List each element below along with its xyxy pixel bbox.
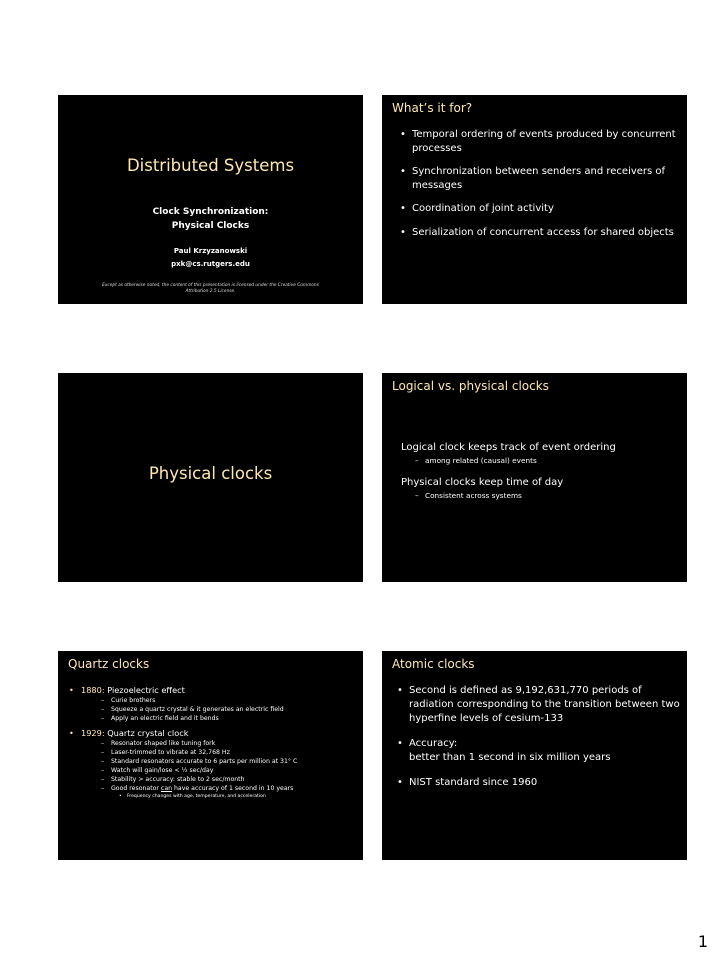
sub-item: [81, 714, 359, 723]
dash-icon: –: [101, 758, 105, 765]
sub-text: Good resonator: [111, 785, 161, 792]
sub-item: [81, 748, 359, 757]
sub-item: [81, 784, 359, 793]
bullet-icon: •: [69, 685, 74, 695]
presentation-subtitle: [58, 205, 363, 233]
author-name: Paul Krzyzanowski: [173, 247, 248, 255]
sub-item: [81, 696, 359, 705]
subtitle-line-1: Clock Synchronization:: [152, 207, 269, 217]
author-email: pxk@cs.rutgers.edu: [171, 260, 250, 268]
sub-sub-text: Frequency changes with age, temperature, and acceleration: [127, 794, 266, 799]
dash-icon: –: [101, 767, 105, 774]
page-number: 1: [697, 932, 708, 951]
sub-text: Resonator shaped like tuning fork: [111, 740, 216, 747]
sub-text: Laser-trimmed to vibrate at 32,768 Hz: [111, 749, 230, 756]
section-title: Physical clocks: [148, 464, 273, 483]
slide-quartz-clocks: [58, 651, 363, 860]
bullet-item: [393, 737, 683, 765]
physical-clock-subitem: [401, 490, 681, 502]
slide-physical-clocks: [58, 373, 363, 582]
sub-text: Apply an electric field and it bends: [111, 715, 219, 722]
sub-list: [81, 696, 359, 723]
bullet-icon: •: [400, 203, 406, 214]
sub-text: Stability > accuracy: stable to 2 sec/month: [111, 776, 245, 783]
bullet-list: [396, 128, 681, 249]
license-line-1: Except as otherwise noted, the content of this presentation is licensed under the Creative Commons: [102, 283, 319, 288]
bullet-list: [393, 684, 683, 801]
bullet-icon: •: [397, 685, 403, 696]
logical-clock-subitem: [401, 455, 681, 467]
sub-text: Standard resonators accurate to 6 parts per million at 31° C: [111, 758, 298, 765]
bullet-text: Serialization of concurrent access for shared objects: [412, 226, 674, 238]
slide-logical-vs-physical: [382, 373, 687, 582]
author-block: [58, 245, 363, 271]
subitem-text: among related (causal) events: [425, 456, 537, 465]
year-label: 1880:: [81, 685, 105, 695]
sub-item: [81, 766, 359, 775]
slide-heading: Atomic clocks: [392, 657, 475, 671]
dash-icon: –: [101, 776, 105, 783]
underlined-word: can: [160, 785, 173, 792]
dash-icon: –: [415, 491, 419, 500]
year-label: 1929:: [81, 728, 105, 738]
dash-icon: –: [101, 706, 105, 713]
bullet-item: [396, 226, 681, 240]
bullet-text-line-1: Accuracy:: [409, 738, 458, 749]
bullet-item: [396, 165, 681, 192]
dash-icon: –: [101, 785, 105, 792]
physical-clock-item: Physical clocks keep time of day: [401, 477, 564, 488]
bullet-item: [393, 776, 683, 790]
subtitle-line-2: Physical Clocks: [171, 221, 250, 231]
slide-title: [58, 95, 363, 304]
sub-item: [81, 705, 359, 714]
bullet-icon: •: [397, 738, 403, 749]
sub-list: [81, 739, 359, 793]
bullet-list: [65, 684, 359, 805]
bullet-text: Second is defined as 9,192,631,770 periods of radiation corresponding to the transition between two hyperfine levels of cesium-133: [409, 685, 680, 724]
license-note: [66, 283, 355, 295]
bullet-text-line-2: better than 1 second in six million years: [409, 752, 611, 763]
slide-heading: What’s it for?: [392, 101, 473, 115]
bullet-item: [396, 128, 681, 155]
subitem-text: Consistent across systems: [425, 491, 522, 500]
dash-icon: –: [415, 456, 419, 465]
bullet-text: NIST standard since 1960: [409, 777, 538, 788]
slide-whats-it-for: [382, 95, 687, 304]
sub-text: Squeeze a quartz crystal & it generates an electric field: [111, 706, 284, 713]
slide-heading: Quartz clocks: [68, 657, 150, 671]
bullet-icon: •: [400, 166, 406, 177]
bullet-item: [396, 202, 681, 216]
dash-icon: –: [101, 697, 105, 704]
bullet-text: Quartz crystal clock: [104, 728, 189, 738]
dash-icon: –: [101, 715, 105, 722]
sub-text: Watch will gain/lose < ½ sec/day: [111, 767, 214, 774]
sub-item: [81, 775, 359, 784]
bullet-text: Coordination of joint activity: [412, 203, 554, 214]
bullet-item: [65, 727, 359, 801]
sub-text: Curie brothers: [111, 697, 156, 704]
license-line-2: Attribution 2.5 License.: [185, 289, 236, 294]
sub-sub-list: [81, 793, 359, 801]
bullet-icon: •: [119, 794, 122, 799]
dash-icon: –: [101, 740, 105, 747]
bullet-text: Synchronization between senders and receivers of messages: [412, 166, 666, 191]
bullet-item: [393, 684, 683, 726]
bullet-icon: •: [397, 777, 403, 788]
bullet-icon: •: [400, 226, 406, 238]
sub-item: [81, 757, 359, 766]
sub-sub-item: [81, 793, 359, 801]
bullet-icon: •: [400, 129, 406, 140]
logical-clock-item: Logical clock keeps track of event ordering: [401, 442, 616, 453]
bullet-icon: •: [69, 728, 74, 738]
bullet-text: Piezoelectric effect: [104, 685, 185, 695]
bullet-item: [65, 684, 359, 723]
presentation-title: Distributed Systems: [126, 156, 295, 175]
bullet-text: Temporal ordering of events produced by concurrent processes: [412, 129, 676, 154]
sub-text: have accuracy of 1 second in 10 years: [172, 785, 294, 792]
sub-item: [81, 739, 359, 748]
slide-heading: Logical vs. physical clocks: [392, 379, 549, 393]
dash-icon: –: [101, 749, 105, 756]
slide-atomic-clocks: [382, 651, 687, 860]
content-block: [401, 441, 681, 502]
